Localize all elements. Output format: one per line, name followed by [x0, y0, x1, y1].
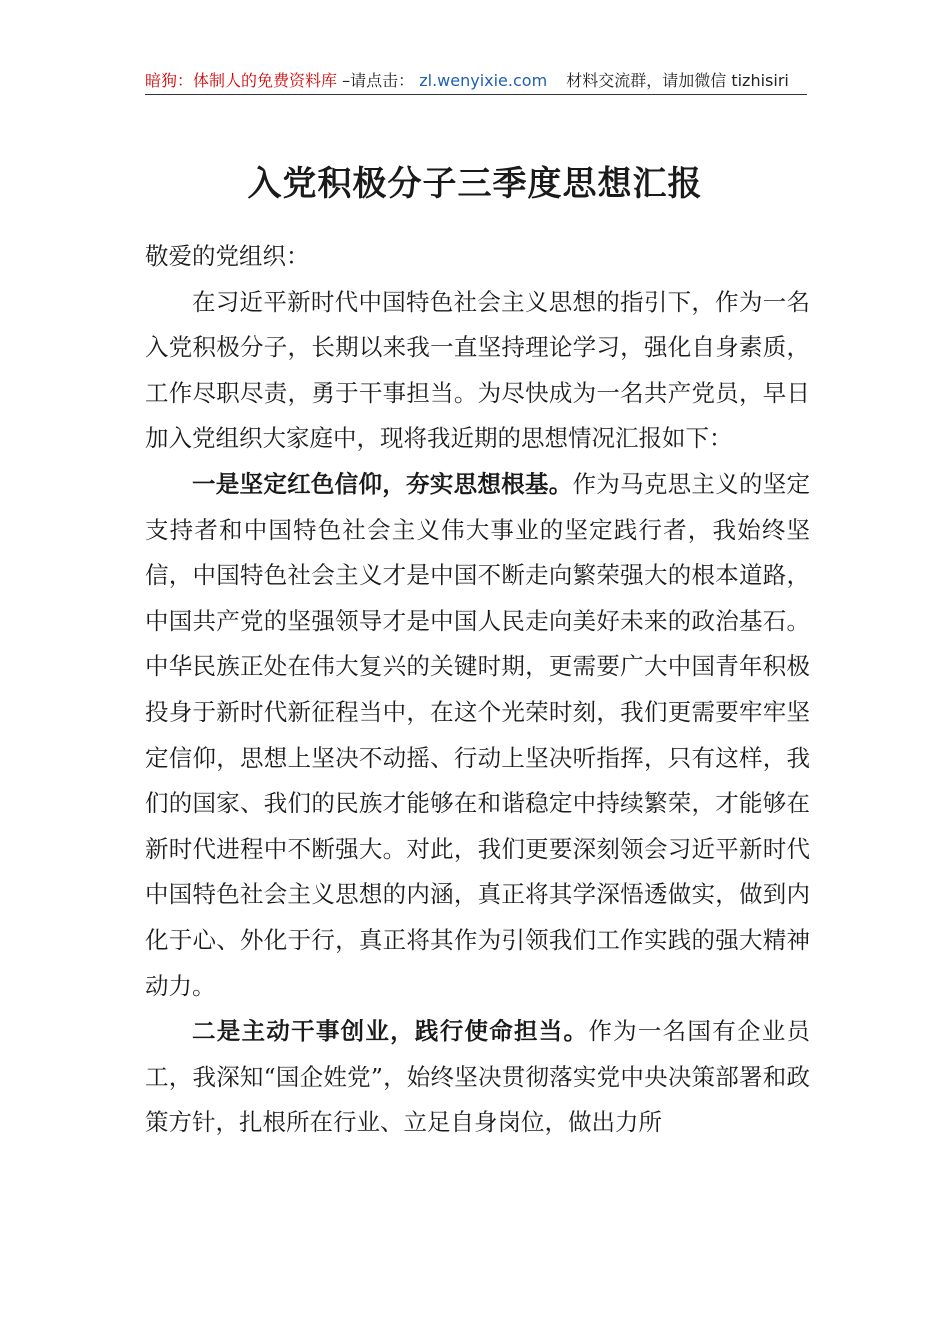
header-group-note: 材料交流群，请加微信 tizhisiri [566, 71, 789, 90]
header-divider [145, 94, 807, 95]
header-click-prompt: –请点击： [342, 71, 415, 90]
salutation: 敬爱的党组织： [145, 242, 310, 270]
header-brand: 暗狗：体制人的免费资料库 [145, 71, 338, 90]
section-2-lead: 二是主动干事创业，践行使命担当。 [192, 1017, 589, 1046]
document-body [145, 234, 810, 1146]
section-1-lead: 一是坚定红色信仰，夯实思想根基。 [192, 469, 573, 498]
section-1-text: 作为马克思主义的坚定支持者和中国特色社会主义伟大事业的坚定践行者，我始终坚信，中国特色社会主义才是中国不断走向繁荣强大的根本道路，中国共产党的坚强领导才是中国人民走向美好未来的政治基石。中华民族正处在伟大复兴的关键时期，更需要广大中国青年积极投身于新时代新征程当中，在这个光荣时刻，我们更需要牢牢坚定信仰，思想上坚决不动摇、行动上坚决听指挥，只有这样，我们的国家、我们的民族才能够在和谐稳定中持续繁荣，才能够在新时代进程中不断强大。对此，我们更要深刻领会习近平新时代中国特色社会主义思想的内涵，真正将其学深悟透做实，做到内化于心、外化于行，真正将其作为引领我们工作实践的强大精神动力。 [145, 469, 811, 1000]
intro-paragraph: 在习近平新时代中国特色社会主义思想的指引下，作为一名入党积极分子，长期以来我一直坚持理论学习，强化自身素质，工作尽职尽责，勇于干事担当。为尽快成为一名共产党员，早日加入党组织大家庭中，现将我近期的思想情况汇报如下： [145, 287, 810, 453]
header-url-link[interactable]: zl.wenyixie.com [419, 71, 548, 90]
section-2-paragraph [145, 1009, 810, 1146]
page-header [145, 70, 807, 92]
section-1-paragraph [145, 462, 810, 1009]
section-2-text: 作为一名国有企业员工，我深知“国企姓党”，始终坚决贯彻落实党中央决策部署和政策方针，扎根所在行业、立足自身岗位，做出力所 [145, 1017, 811, 1137]
document-title: 入党积极分子三季度思想汇报 [247, 164, 703, 204]
